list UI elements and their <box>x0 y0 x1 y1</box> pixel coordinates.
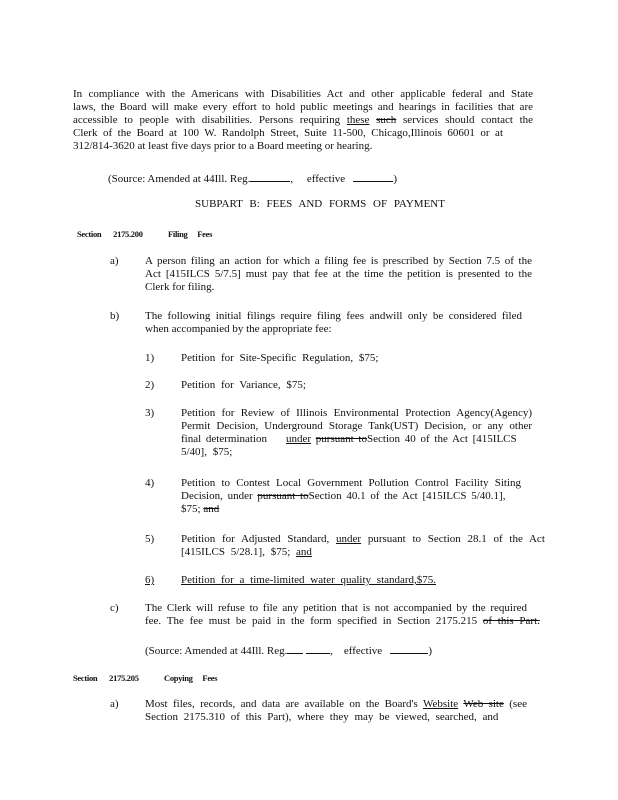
section-number-1: Section 2175.200 <box>77 229 143 239</box>
sub-5-label: 5) <box>145 533 155 545</box>
sub-3-text: Petition for Review of Illinois Environmental Protection Agency(Agency) Permit Decision, Underground Storage Tank(UST) Decision, or any other final determination under pursuant toSection 40 of the Act [415ILCS 5/40], $75; <box>181 407 532 458</box>
effective-blank <box>353 171 393 182</box>
deleted-text: of this Part. <box>482 615 540 627</box>
sub-4-label: 4) <box>145 477 155 489</box>
section-title-2: Copying Fees <box>164 673 218 683</box>
item-a2-text: Most files, records, and data are available on the Board's Website Web site (see Section 2175.310 of this Part), where they may be viewed, searched, and <box>145 698 527 723</box>
inserted-text: these <box>346 114 370 126</box>
item-a-text: A person filing an action for which a filing fee is prescribed by Section 7.5 of the Act [415ILCS 5/7.5] must pay that fee at the time the petition is presented to the Clerk for filing. <box>145 255 532 293</box>
intro-line-1: In compliance with the Americans with Disabilities Act and other applicable federal and State <box>73 88 533 100</box>
deleted-text: pursuant to <box>257 490 309 502</box>
deleted-text: such <box>376 114 397 126</box>
inserted-text: under <box>286 433 312 445</box>
intro-line-3: accessible to people with disabilities. Persons requiring these such services should contact the <box>73 114 534 126</box>
deleted-text: and <box>203 503 220 515</box>
reg-blank <box>287 643 303 654</box>
source-note-2: (Source: Amended at 44Ill. Reg. , effective ) <box>145 645 433 657</box>
subpart-heading: SUBPART B: FEES AND FORMS OF PAYMENT <box>195 198 445 210</box>
effective-blank <box>390 643 428 654</box>
section-title-1: Filing Fees <box>168 229 213 239</box>
sub-1-text: Petition for Site-Specific Regulation, $75; <box>181 352 379 364</box>
sub-4-text: Petition to Contest Local Government Pollution Control Facility Siting Decision, under pursuant toSection 40.1 of the Act [415ILCS 5/40.1], $75; and <box>181 477 521 515</box>
sub-1-label: 1) <box>145 352 155 364</box>
item-c-text: The Clerk will refuse to file any petition that is not accompanied by the required fee. The fee must be paid in the form specified in Section 2175.215 of this Part. <box>145 602 540 627</box>
inserted-text: Website <box>422 698 459 710</box>
sub-6-label: 6) <box>145 574 155 586</box>
item-c-label: c) <box>110 602 119 614</box>
sub-3-label: 3) <box>145 407 155 419</box>
item-b-text: The following initial filings require filing fees andwill only be considered filed when accompanied by the appropriate fee: <box>145 310 522 335</box>
sub-2-label: 2) <box>145 379 155 391</box>
intro-line-2: laws, the Board will make every effort to hold public meetings and hearings in facilities that are <box>73 101 533 113</box>
item-a2-label: a) <box>110 698 119 710</box>
intro-paragraph <box>73 88 533 153</box>
intro-line-4: Clerk of the Board at 100 W. Randolph Street, Suite 11-500, Chicago,Illinois 60601 or at <box>73 127 503 139</box>
item-a-label: a) <box>110 255 119 267</box>
inserted-text: under <box>336 533 362 545</box>
inserted-text: and <box>296 546 312 558</box>
deleted-text: Web site <box>463 698 504 710</box>
intro-line-5: 312/814-3620 at least five days prior to a Board meeting or hearing. <box>73 140 373 152</box>
reg-blank <box>250 171 290 182</box>
sub-5-text: Petition for Adjusted Standard, under pursuant to Section 28.1 of the Act [415ILCS 5/28.1], $75; and <box>181 533 545 558</box>
section-number-2: Section 2175.205 <box>73 673 139 683</box>
deleted-text: pursuant to <box>315 433 367 445</box>
sub-2-text: Petition for Variance, $75; <box>181 379 306 391</box>
item-b-label: b) <box>110 310 120 322</box>
source-note-1: (Source: Amended at 44Ill. Reg. , effective ) <box>108 173 398 185</box>
sub-6-text: Petition for a time-limited water quality standard,$75. <box>181 574 437 586</box>
